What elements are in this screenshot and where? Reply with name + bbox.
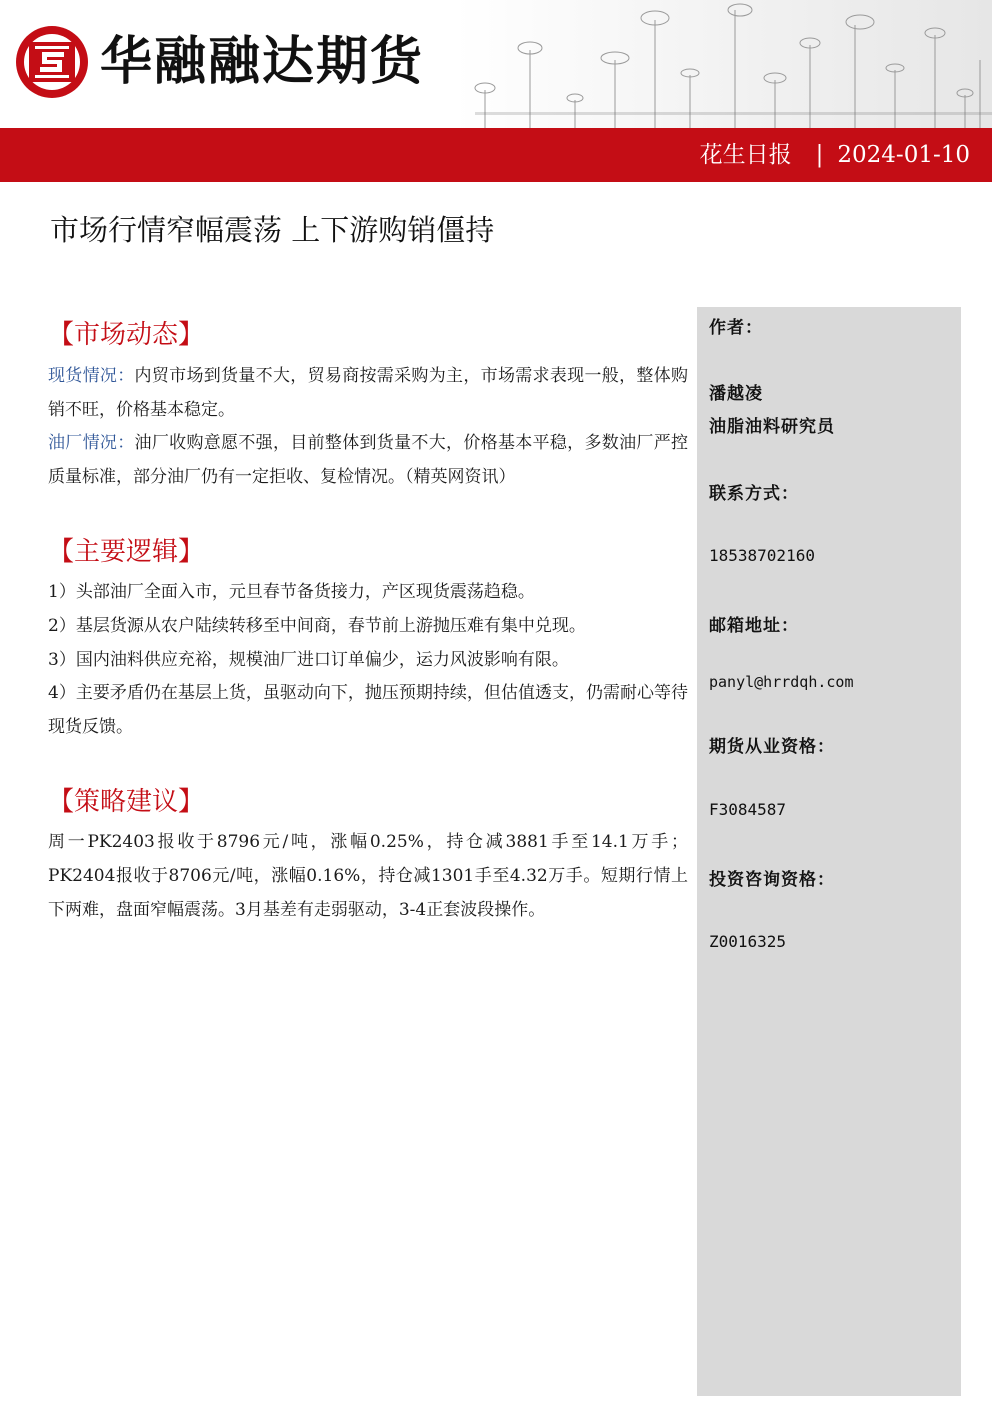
report-date: 2024-01-10 bbox=[837, 142, 970, 168]
mill-paragraph bbox=[48, 426, 688, 494]
spot-text: 内贸市场到货量不大，贸易商按需采购为主，市场需求表现一般，整体购销不旺，价格基本稳定。 bbox=[48, 366, 689, 420]
company-logo-icon bbox=[12, 22, 92, 102]
author-name: 潘越凌 bbox=[709, 384, 763, 404]
report-type: 花生日报 bbox=[699, 142, 792, 168]
futures-qual-label: 期货从业资格： bbox=[709, 737, 835, 757]
author-sidebar bbox=[697, 307, 961, 1396]
logic-item: 2）基层货源从农户陆续转移至中间商，春节前上游抛压难有集中兑现。 bbox=[48, 616, 586, 636]
header-separator: | bbox=[815, 142, 824, 168]
logic-item: 1）头部油厂全面入市，元旦春节备货接力，产区现货震荡趋稳。 bbox=[48, 582, 535, 602]
email-label: 邮箱地址： bbox=[709, 616, 799, 636]
report-type-bar bbox=[0, 128, 992, 182]
strategy-paragraph: 周一PK2403报收于8796元/吨，涨幅0.25%，持仓减3881手至14.1万手；PK2404报收于8706元/吨，涨幅0.16%，持仓减1301手至4.32万手。短期行情上下两难，盘面窄幅震荡。3月基差有走弱驱动，3-4正套波段操作。 bbox=[48, 832, 688, 920]
mill-label: 油厂情况： bbox=[48, 433, 135, 453]
spot-label: 现货情况： bbox=[48, 366, 135, 386]
strategy-heading: 【策略建议】 bbox=[48, 787, 205, 817]
report-title: 市场行情窄幅震荡 上下游购销僵持 bbox=[50, 213, 495, 247]
futures-qual-number: F3084587 bbox=[709, 800, 787, 819]
logic-item: 3）国内油料供应充裕，规模油厂进口订单偏少，运力风波影响有限。 bbox=[48, 650, 569, 670]
contact-label: 联系方式： bbox=[709, 484, 799, 504]
market-heading: 【市场动态】 bbox=[48, 320, 205, 350]
advisory-qual-number: Z0016325 bbox=[709, 932, 787, 951]
company-name: 华融融达期货 bbox=[100, 32, 425, 92]
contact-phone: 18538702160 bbox=[709, 546, 815, 565]
mill-text: 油厂收购意愿不强，目前整体到货量不大，价格基本平稳，多数油厂严控质量标准，部分油厂仍有一定拒收、复检情况。（精英网资讯） bbox=[48, 433, 689, 487]
logic-item: 4）主要矛盾仍在基层上货，虽驱动向下，抛压预期持续，但估值透支，仍需耐心等待现货反馈。 bbox=[48, 683, 688, 737]
author-label: 作者： bbox=[709, 318, 763, 338]
email-address[interactable]: panyl@hrrdqh.com bbox=[709, 673, 854, 691]
advisory-qual-label: 投资咨询资格： bbox=[709, 870, 835, 890]
logic-heading: 【主要逻辑】 bbox=[48, 537, 205, 567]
decorative-pattern bbox=[455, 0, 992, 128]
author-title: 油脂油料研究员 bbox=[709, 417, 835, 437]
spot-paragraph bbox=[48, 359, 688, 427]
report-header bbox=[0, 0, 992, 128]
